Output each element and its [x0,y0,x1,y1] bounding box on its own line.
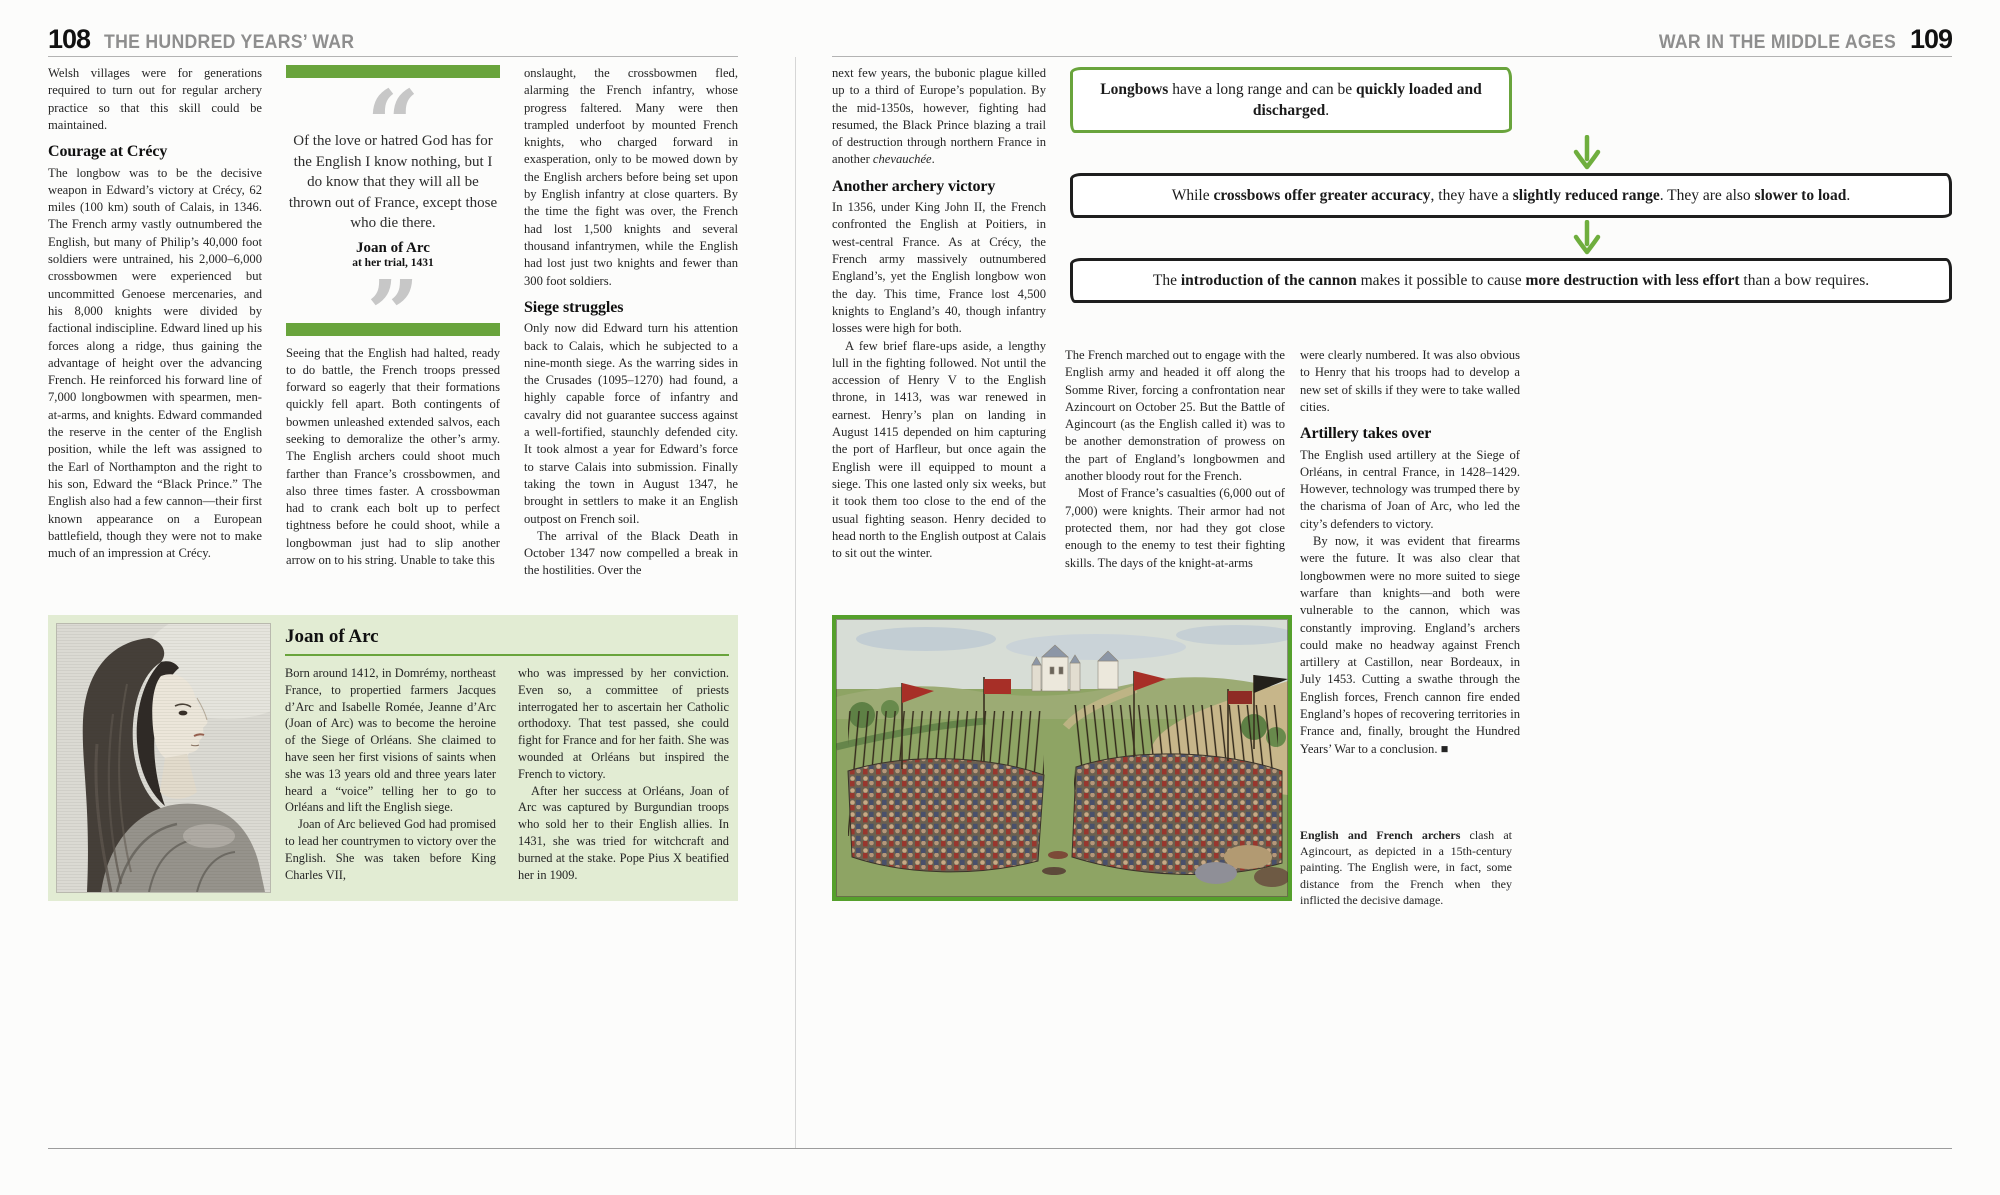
left-page-columns [48,65,738,614]
left-column-3 [524,65,738,614]
quote-text: Of the love or hatred God has for the English I know nothing, but I do know that they will all be thrown out of France, except those who die there. [288,133,498,231]
paragraph: Only now did Edward turn his attention back to Calais, which he subjected to a nine-month siege. As the warring sides in the Crusades (1095–1270) had found, a highly capable force of infantry and cavalry did not guarantee success against a well-fortified, staunchly defended city. It took almost a year for Edward’s force to starve Calais into submission. Finally taking the town in August 1347, he brought in settlers to make it an English outpost on French soil. [524,321,738,526]
paragraph: Seeing that the English had halted, ready to do battle, the French troops pressed forward so eagerly that their formations quickly fell apart. Both contingents of bowmen unleashed extended salvos, each seeking to demoralize the other’s army. The English archers could shoot much farther than France’s crossbowmen, and also three times faster. A crossbowman had to crank each bolt up to perfect tightness before he could shoot, while a longbowman just had to slip another arrow on to his string. Unable to take this [286,345,500,568]
paragraph: were clearly numbered. It was also obvious to Henry that his troops had to develop a new set of skills if they were to take walled cities. [1300,348,1520,414]
cannon-fact-box [1070,258,1952,303]
feature-box-title: Joan of Arc [285,626,729,656]
quote-bottom-bar [286,323,500,336]
image-caption [1300,827,1512,908]
paragraph: onslaught, the crossbowmen fled, alarming the French infantry, whose progress faltered. Many were then trampled underfoot by mounted French knights, who charged forward in exasperation, only to be mowed down by the English archers before being set upon by English infantry at close quarters. By the time the fight was over, the French had lost 1,500 knights and several thousand infantrymen, while the English had lost just two knights and fewer than 300 foot soldiers. [524,66,738,288]
paragraph: The English used artillery at the Siege of Orléans, in central France, in 1428–1429. However, technology was trumped there by the charisma of Joan of Arc, who led the city’s defenders to victory. [1300,447,1520,531]
paragraph: By now, it was evident that firearms were the future. It was also clear that longbowmen were no more suited to siege warfare than knights—and both were vulnerable to the cannon, which was constantly improving. England’s archers could make no headway against French artillery at Castillon, near Bordeaux, in July 1453. Cutting a swathe through the English forces, French cannon fire ended England’s hopes of recovering territories in France and, finally, brought the Hundred Years’ War to a conclusion. ■ [1300,534,1520,756]
paragraph: The French marched out to engage with the English army and headed it off along the Somme River, forcing a confrontation near Azincourt on October 25. But the Battle of Agincourt (as the English called it) was to be another demonstration of prowess on the part of England’s longbowmen and another bloody rout for the French. [1065,348,1285,484]
section-heading-siege-struggles: Siege struggles [524,298,624,316]
paragraph [832,65,1046,169]
page-number-left: 108 [48,24,91,54]
page-left [48,24,738,881]
quote-source: at her trial, 1431 [352,256,434,269]
text: makes it possible to cause [1356,272,1526,289]
paragraph: Joan of Arc believed God had promised to lead her countrymen to victory over the English. She was taken before King Charles VII, [285,817,496,881]
pull-quote [286,65,500,336]
longbow-fact-box [1070,67,1512,133]
text: While [1171,187,1214,204]
italic-term: chevauchée [872,152,932,167]
open-quote-icon [286,83,500,129]
weapons-comparison-diagram [1070,67,1952,303]
section-heading-artillery-takes-over: Artillery takes over [1300,425,1432,443]
paragraph-text: . [931,152,935,167]
text: . [1325,102,1330,119]
agincourt-battle-painting-image [832,615,1292,901]
feature-box-column-1 [285,665,496,881]
paragraph: The arrival of the Black Death in October 1347 now compelled a break in the hostilities. Over the [524,528,738,578]
paragraph: Born around 1412, in Domrémy, northeast France, to propertied farmers Jacques d’Arc and Isabelle Romée, Jeanne d’Arc (Joan of Arc) was to become the heroine of the Siege of Orléans. She claimed to have seen her first visions of saints when she was 13 years old and three years later heard a “voice” telling her to go to Orléans and lift the English siege. [285,666,496,815]
paragraph: A few brief flare-ups aside, a lengthy lull in the fighting followed. Not until the accession of Henry V to the English throne, in 1413, was war renewed in earnest. Henry’s plan on landing in August 1415 depended on him capturing the port of Harfleur, but once again the English were ill equipped to mount a siege. This one lasted only six weeks, but it took them too close to the end of the usual fighting season. Henry decided to head north to the English outpost at Calais to sit out the winter. [832,338,1046,561]
right-column-1 [832,65,1046,611]
bold-text: introduction of the cannon [1180,272,1357,289]
quote-attribution: Joan of Arc [356,239,430,256]
caption-text: clash at Agincourt, as depicted in a 15th-century painting. The English were, in fact, some distance from the French when they inflicted the decisive damage. [1300,828,1512,907]
text: . They are also [1659,187,1755,204]
joan-of-arc-feature-box [48,615,738,901]
feature-box-columns [285,665,729,881]
bold-text: crossbows offer greater accuracy [1213,187,1431,204]
paragraph: The longbow was to be the decisive weapon in Edward’s victory at Crécy, 62 miles (100 km) south of Calais, in 1346. The French army vastly outnumbered the English, but many of Philip’s 40,000 foot soldiers were untrained, his 2,000–6,000 crossbowmen were experienced but uncommitted Genoese mercenaries, and his 8,000 knights were divided by factional indiscipline. Edward lined up his forces along a ridge, thus gaining the advantage of height over the advancing French. He reinforced his forward line of 7,000 longbowmen with spearmen, men-at-arms, and knights. Edward commanded the reserve in the center of the English position, while the left was assigned to the Earl of Northampton and the right to his son, Edward the “Black Prince.” The English also had a few cannon—their first known appearance on a European battlefield, though they were not to make much of an impression at Crécy. [48,165,262,561]
bold-text: slightly reduced range [1512,187,1660,204]
left-page-title: THE HUNDRED YEARS’ WAR [104,32,355,53]
right-page-header [832,24,1952,57]
paragraph: After her success at Orléans, Joan of Arc was captured by Burgundian troops who sold her to their English allies. In 1431, she was tried for witchcraft and burned at the stake. Pope Pius X beatified her in 1909. [518,783,729,881]
caption-lead-in: English and French archers [1300,828,1461,842]
arrow-down-icon [1567,133,1607,173]
paragraph: Most of France’s casualties (6,000 out of 7,000) were knights. Their armor had not protected them, nor had they got close enough to the enemy to test their fighting skills. The days of the knight-at-arms [1065,486,1285,570]
joan-of-arc-portrait-image [57,624,270,892]
bold-text: slower to load [1754,187,1847,204]
text: The [1152,272,1181,289]
right-page-title: WAR IN THE MIDDLE AGES [1658,32,1896,53]
bold-text: more destruction with less effort [1525,272,1740,289]
paragraph: Welsh villages were for generations required to turn out for regular archery practice so that this skill could be maintained. [48,66,262,132]
arrow-down-icon [1567,218,1607,258]
paragraph: In 1356, under King John II, the French confronted the English at Poitiers, in west-central France. As at Crécy, the French army massively outnumbered England’s, yet the English longbow won the day. This time, France lost 4,500 knights to England’s 40, though infantry losses were high for both. [832,200,1046,336]
feature-box-content [285,624,729,892]
section-heading-courage-at-crecy: Courage at Crécy [48,143,168,161]
right-page-body [832,57,1952,1148]
page-number-right: 109 [1909,24,1952,54]
bold-text: Longbows [1100,81,1169,98]
right-column-2 [1065,347,1285,609]
text: . [1846,187,1851,204]
text: than a bow requires. [1739,272,1870,289]
crossbow-fact-box [1070,173,1952,218]
text: , they have a [1430,187,1513,204]
quote-top-bar [286,65,500,78]
paragraph: who was impressed by her conviction. Even so, a committee of priests interrogated her to ascertain her Catholic orthodoxy. That test passed, she could fight for France and for her faith. She was wounded at Orléans but inspired the French to victory. [518,666,729,781]
left-column-1 [48,65,262,614]
page-right [832,24,1952,1148]
section-heading-another-archery-victory: Another archery victory [832,177,996,195]
paragraph-text: next few years, the bubonic plague killed up to a third of Europe’s population. By the mid-1350s, however, fighting had resumed, the Black Prince blazing a trail of destruction through northern France in another [832,66,1046,167]
page-fold-divider [795,57,796,1148]
text: have a long range and can be [1168,81,1356,98]
bold-text: quickly loaded and discharged [1252,81,1482,119]
close-quote-icon [286,273,500,319]
feature-box-column-2 [518,665,729,881]
left-column-2 [286,65,500,614]
bottom-rule [48,1148,1952,1149]
right-column-3 [1300,347,1520,819]
left-page-header [48,24,738,57]
